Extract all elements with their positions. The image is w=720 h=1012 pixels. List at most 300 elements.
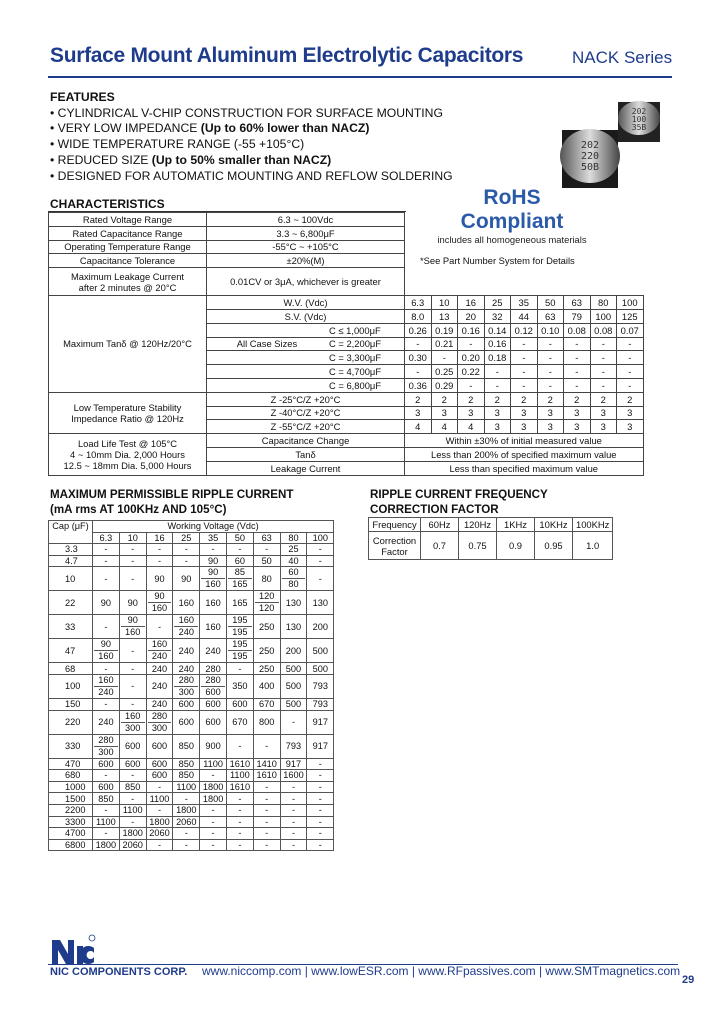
ripple-value: 2060 bbox=[119, 839, 146, 851]
tand-value: 0.08 bbox=[564, 323, 591, 337]
ripple-value: - bbox=[93, 555, 120, 567]
ripple-sub-value: 240 bbox=[178, 627, 194, 638]
ripple-sub-value: 90 bbox=[121, 615, 145, 627]
ripple-sub-value: 160 bbox=[151, 603, 168, 614]
tand-value: 0.18 bbox=[484, 351, 511, 365]
ripple-value: - bbox=[119, 698, 146, 710]
cap-value: 4700 bbox=[49, 828, 93, 840]
cap-value: 68 bbox=[49, 663, 93, 675]
ripple-value: - bbox=[93, 698, 120, 710]
blank-cell bbox=[405, 254, 644, 268]
ripple-value: 160 bbox=[173, 591, 200, 615]
char-label: Rated Voltage Range bbox=[49, 213, 207, 227]
ripple-value: - bbox=[93, 828, 120, 840]
ripple-value: 1800 bbox=[146, 816, 173, 828]
lowtemp-value: 3 bbox=[511, 406, 538, 420]
ripple-value: 240 bbox=[146, 674, 173, 698]
ripple-value: - bbox=[200, 804, 227, 816]
ripple-value: - bbox=[280, 804, 307, 816]
ripple-sub-value: 280 bbox=[94, 735, 118, 747]
ripple-value: 500 bbox=[307, 663, 334, 675]
ripple-value: 160 bbox=[200, 615, 227, 639]
lowtemp-value: 3 bbox=[537, 420, 564, 434]
tand-value: 0.14 bbox=[484, 323, 511, 337]
ripple-value: - bbox=[226, 816, 253, 828]
ripple-value: 670 bbox=[253, 698, 280, 710]
ripple-value: 90 bbox=[173, 567, 200, 591]
ripple-value: - bbox=[307, 793, 334, 805]
front-marking-1: 202 bbox=[580, 140, 600, 151]
tand-value: - bbox=[590, 378, 617, 392]
wv-cell: 35 bbox=[511, 296, 538, 310]
sv-cell: 20 bbox=[458, 309, 485, 323]
wv-cell: 25 bbox=[484, 296, 511, 310]
ripple-value: 1800 bbox=[93, 839, 120, 851]
ripple-value: - bbox=[146, 781, 173, 793]
tand-value: - bbox=[537, 378, 564, 392]
ripple-value bbox=[200, 567, 227, 591]
ripple-value bbox=[93, 639, 120, 663]
tand-value: - bbox=[511, 351, 538, 365]
ripple-value: - bbox=[119, 816, 146, 828]
lowtemp-ratio-label: Z -25°C/Z +20°C bbox=[207, 392, 405, 406]
loadlife-item: Tanδ bbox=[207, 447, 405, 461]
table-row bbox=[49, 615, 334, 639]
cap-header: Cap (μF) bbox=[49, 521, 93, 544]
lowtemp-value: 3 bbox=[537, 406, 564, 420]
case-size-cell: All Case Sizes bbox=[236, 338, 298, 350]
tand-value: 0.12 bbox=[511, 323, 538, 337]
ripple-value: 130 bbox=[280, 615, 307, 639]
ripple-value: 600 bbox=[146, 758, 173, 770]
back-marking-2: 100 bbox=[631, 115, 647, 124]
ripple-value: - bbox=[93, 615, 120, 639]
ripple-sub-value: 300 bbox=[151, 722, 168, 733]
ripple-value: - bbox=[226, 734, 253, 758]
case-size-cell bbox=[207, 352, 327, 363]
tand-value: - bbox=[564, 351, 591, 365]
ripple-value: 240 bbox=[146, 663, 173, 675]
loadlife-label-line: 12.5 ~ 18mm Dia. 5,000 Hours bbox=[63, 459, 192, 471]
ripple-value: 670 bbox=[226, 710, 253, 734]
ripple-value: 80 bbox=[253, 567, 280, 591]
frequency-value: 1KHz bbox=[497, 518, 535, 532]
ripple-value: 25 bbox=[280, 544, 307, 556]
tand-value: - bbox=[537, 365, 564, 379]
ripple-value bbox=[226, 639, 253, 663]
voltage-header: 80 bbox=[280, 532, 307, 544]
table-row bbox=[49, 639, 334, 663]
ripple-value: - bbox=[226, 793, 253, 805]
lowtemp-value: 3 bbox=[484, 420, 511, 434]
loadlife-label bbox=[49, 434, 207, 475]
page-number: 29 bbox=[682, 974, 695, 986]
ripple-value: 793 bbox=[307, 698, 334, 710]
tand-value: - bbox=[458, 337, 485, 351]
frequency-heading-line2: CORRECTION FACTOR bbox=[370, 503, 499, 516]
ripple-value: - bbox=[119, 793, 146, 805]
tand-value: - bbox=[537, 337, 564, 351]
cap-value: 150 bbox=[49, 698, 93, 710]
frequency-value: 120Hz bbox=[459, 518, 497, 532]
ripple-value bbox=[173, 674, 200, 698]
ripple-sub-value: 80 bbox=[288, 579, 299, 590]
ripple-value: - bbox=[307, 804, 334, 816]
ripple-value: - bbox=[280, 828, 307, 840]
loadlife-label-line: 4 ~ 10mm Dia. 2,000 Hours bbox=[70, 448, 185, 460]
ripple-value: - bbox=[200, 770, 227, 782]
ripple-value: - bbox=[173, 839, 200, 851]
tand-value: 0.21 bbox=[431, 337, 458, 351]
ripple-value: - bbox=[307, 816, 334, 828]
ripple-value: 1600 bbox=[280, 770, 307, 782]
ripple-sub-value: 280 bbox=[201, 675, 225, 687]
sv-cell: 13 bbox=[431, 309, 458, 323]
loadlife-item: Leakage Current bbox=[207, 461, 405, 475]
ripple-value: 400 bbox=[253, 674, 280, 698]
ripple-sub-value: 160 bbox=[98, 651, 114, 662]
cap-value: 1000 bbox=[49, 781, 93, 793]
ripple-sub-value: 600 bbox=[205, 686, 221, 697]
cap-value: 10 bbox=[49, 567, 93, 591]
char-label: Capacitance Tolerance bbox=[49, 254, 207, 268]
ripple-sub-value: 85 bbox=[228, 567, 252, 579]
page-title: Surface Mount Aluminum Electrolytic Capacitors bbox=[50, 44, 524, 67]
tand-cap-cell bbox=[207, 323, 405, 337]
table-row bbox=[49, 521, 334, 533]
sv-cell: 125 bbox=[617, 309, 644, 323]
ripple-value: - bbox=[200, 839, 227, 851]
characteristics-heading: CHARACTERISTICS bbox=[50, 197, 165, 211]
wv-label: W.V. (Vdc) bbox=[207, 296, 405, 310]
ripple-value: - bbox=[280, 781, 307, 793]
ripple-value: 600 bbox=[93, 758, 120, 770]
ripple-value: 850 bbox=[119, 781, 146, 793]
frequency-heading-line1: RIPPLE CURRENT FREQUENCY bbox=[370, 488, 548, 501]
tand-value: 0.36 bbox=[405, 378, 432, 392]
blank-cell bbox=[405, 240, 644, 254]
ripple-value: - bbox=[119, 567, 146, 591]
ripple-value: 1610 bbox=[226, 781, 253, 793]
ripple-value: - bbox=[146, 615, 173, 639]
ripple-value: - bbox=[253, 839, 280, 851]
tand-value: - bbox=[405, 337, 432, 351]
loadlife-item: Capacitance Change bbox=[207, 434, 405, 448]
ripple-heading-line1: MAXIMUM PERMISSIBLE RIPPLE CURRENT bbox=[50, 488, 294, 501]
series-name: NACK Series bbox=[572, 48, 673, 67]
frequency-value: 100KHz bbox=[573, 518, 613, 532]
table-row bbox=[49, 392, 644, 406]
tand-value: - bbox=[564, 337, 591, 351]
ripple-value: 500 bbox=[307, 639, 334, 663]
ripple-sub-value: 195 bbox=[228, 615, 252, 627]
ripple-value bbox=[226, 567, 253, 591]
ripple-sub-value: 120 bbox=[259, 603, 275, 614]
ripple-sub-value: 300 bbox=[125, 722, 141, 733]
ripple-value: 240 bbox=[173, 639, 200, 663]
sv-cell: 100 bbox=[590, 309, 617, 323]
loadlife-value: Within ±30% of initial measured value bbox=[405, 434, 644, 448]
tand-value: 0.29 bbox=[431, 378, 458, 392]
blank-cell bbox=[405, 213, 644, 227]
frequency-heading bbox=[370, 487, 548, 517]
tand-value: - bbox=[617, 378, 644, 392]
correction-label-line: Factor bbox=[381, 545, 408, 557]
ripple-value: 1100 bbox=[173, 781, 200, 793]
ripple-value bbox=[253, 591, 280, 615]
ripple-value: - bbox=[93, 804, 120, 816]
ripple-value: 1800 bbox=[200, 793, 227, 805]
ripple-value: 793 bbox=[307, 674, 334, 698]
ripple-value: 280 bbox=[200, 663, 227, 675]
tand-value: 0.30 bbox=[405, 351, 432, 365]
ripple-value: - bbox=[146, 555, 173, 567]
char-label: Rated Capacitance Range bbox=[49, 226, 207, 240]
ripple-value: - bbox=[307, 839, 334, 851]
ripple-value: 500 bbox=[280, 663, 307, 675]
ripple-value: - bbox=[226, 663, 253, 675]
correction-label-line: Correction bbox=[372, 534, 417, 546]
table-row bbox=[49, 254, 644, 268]
feature-item: • CYLINDRICAL V-CHIP CONSTRUCTION FOR SURFACE MOUNTING bbox=[50, 105, 443, 120]
blank-cell bbox=[405, 268, 644, 296]
ripple-value: 600 bbox=[119, 758, 146, 770]
table-row bbox=[49, 226, 644, 240]
table-row bbox=[49, 591, 334, 615]
ripple-value: 240 bbox=[200, 639, 227, 663]
ripple-sub-value: 160 bbox=[205, 579, 221, 590]
ripple-value: 130 bbox=[307, 591, 334, 615]
ripple-value: 90 bbox=[146, 567, 173, 591]
ripple-value: - bbox=[226, 544, 253, 556]
tand-value: 0.16 bbox=[458, 323, 485, 337]
ripple-value: - bbox=[119, 674, 146, 698]
cap-value: 220 bbox=[49, 710, 93, 734]
lowtemp-value: 4 bbox=[405, 420, 432, 434]
ripple-value: 850 bbox=[173, 770, 200, 782]
ripple-sub-value: 300 bbox=[98, 746, 114, 757]
table-row bbox=[49, 710, 334, 734]
lowtemp-value: 2 bbox=[484, 392, 511, 406]
rohs-line1: RoHS bbox=[483, 186, 541, 209]
leakage-label-line: after 2 minutes @ 20°C bbox=[78, 281, 177, 293]
ripple-value: 2060 bbox=[173, 816, 200, 828]
lowtemp-value: 3 bbox=[590, 420, 617, 434]
ripple-value: 1100 bbox=[200, 758, 227, 770]
feature-item: • REDUCED SIZE (Up to 50% smaller than NACZ) bbox=[50, 152, 332, 167]
ripple-value: - bbox=[200, 816, 227, 828]
ripple-value: 350 bbox=[226, 674, 253, 698]
table-row bbox=[49, 839, 334, 851]
tand-cap-label: C = 4,700μF bbox=[329, 366, 382, 378]
tand-value: - bbox=[458, 378, 485, 392]
lowtemp-value: 3 bbox=[431, 406, 458, 420]
table-row bbox=[49, 828, 334, 840]
voltage-header: 6.3 bbox=[93, 532, 120, 544]
ripple-value: 600 bbox=[226, 698, 253, 710]
table-row bbox=[49, 434, 644, 448]
front-marking-2: 220 bbox=[580, 151, 600, 162]
ripple-value: - bbox=[307, 781, 334, 793]
ripple-value: - bbox=[146, 839, 173, 851]
ripple-sub-value: 60 bbox=[282, 567, 306, 579]
company-name: NIC COMPONENTS CORP. bbox=[50, 966, 188, 978]
ripple-value: 600 bbox=[93, 781, 120, 793]
tand-value: - bbox=[617, 337, 644, 351]
ripple-value: - bbox=[146, 804, 173, 816]
tand-cap-label: C = 3,300μF bbox=[329, 352, 382, 364]
wv-cell: 50 bbox=[537, 296, 564, 310]
ripple-value: - bbox=[93, 770, 120, 782]
ripple-value: - bbox=[307, 758, 334, 770]
ripple-value bbox=[280, 567, 307, 591]
ripple-sub-value: 240 bbox=[98, 686, 114, 697]
footer-links[interactable]: www.niccomp.com | www.lowESR.com | www.RFpassives.com | www.SMTmagnetics.com bbox=[202, 964, 681, 978]
table-row bbox=[49, 770, 334, 782]
table-row bbox=[49, 804, 334, 816]
ripple-value: - bbox=[280, 710, 307, 734]
ripple-value: - bbox=[173, 555, 200, 567]
tand-value: - bbox=[590, 365, 617, 379]
ripple-value: 50 bbox=[253, 555, 280, 567]
tand-cap-cell bbox=[207, 337, 405, 351]
blank-cell bbox=[405, 226, 644, 240]
ripple-value: - bbox=[93, 663, 120, 675]
cap-value: 1500 bbox=[49, 793, 93, 805]
ripple-sub-value: 160 bbox=[125, 627, 141, 638]
wv-cell: 6.3 bbox=[405, 296, 432, 310]
sv-cell: 44 bbox=[511, 309, 538, 323]
ripple-sub-value: 195 bbox=[228, 639, 252, 651]
ripple-value: 600 bbox=[146, 734, 173, 758]
table-row bbox=[49, 268, 644, 296]
ripple-value: 1800 bbox=[173, 804, 200, 816]
ripple-value bbox=[226, 615, 253, 639]
ripple-value: 130 bbox=[280, 591, 307, 615]
ripple-sub-value: 90 bbox=[148, 591, 172, 603]
tand-value: - bbox=[431, 351, 458, 365]
back-marking-3: 35B bbox=[631, 123, 647, 132]
ripple-value: 40 bbox=[280, 555, 307, 567]
ripple-value: - bbox=[253, 734, 280, 758]
ripple-value bbox=[93, 674, 120, 698]
leakage-value: 0.01CV or 3μA, whichever is greater bbox=[207, 268, 405, 296]
cap-value: 47 bbox=[49, 639, 93, 663]
ripple-value: 200 bbox=[307, 615, 334, 639]
tand-value: 0.08 bbox=[590, 323, 617, 337]
ripple-sub-value: 195 bbox=[232, 627, 248, 638]
lowtemp-value: 3 bbox=[564, 406, 591, 420]
ripple-value: 60 bbox=[226, 555, 253, 567]
ripple-sub-value: 165 bbox=[232, 579, 248, 590]
ripple-sub-value: 160 bbox=[94, 675, 118, 687]
ripple-value: - bbox=[280, 816, 307, 828]
table-row bbox=[49, 793, 334, 805]
ripple-value: - bbox=[119, 555, 146, 567]
ripple-value bbox=[173, 615, 200, 639]
ripple-value: - bbox=[173, 828, 200, 840]
tand-value: - bbox=[484, 378, 511, 392]
tand-cap-wrap bbox=[207, 338, 404, 349]
ripple-value: 800 bbox=[253, 710, 280, 734]
correction-label bbox=[369, 532, 421, 560]
feature-item: • VERY LOW IMPEDANCE (Up to 60% lower than NACZ) bbox=[50, 121, 370, 136]
cap-value: 680 bbox=[49, 770, 93, 782]
ripple-value: 600 bbox=[146, 770, 173, 782]
ripple-value bbox=[146, 639, 173, 663]
ripple-value: 1610 bbox=[226, 758, 253, 770]
table-row bbox=[49, 296, 644, 310]
tand-value: - bbox=[405, 365, 432, 379]
tand-cap-cell bbox=[207, 365, 405, 379]
sv-label: S.V. (Vdc) bbox=[207, 309, 405, 323]
lowtemp-ratio-label: Z -55°C/Z +20°C bbox=[207, 420, 405, 434]
ripple-value: 600 bbox=[200, 710, 227, 734]
tand-value: 0.26 bbox=[405, 323, 432, 337]
ripple-value: - bbox=[119, 663, 146, 675]
leakage-label-line: Maximum Leakage Current bbox=[70, 270, 185, 282]
case-size-cell bbox=[207, 366, 327, 377]
ripple-value: 1610 bbox=[253, 770, 280, 782]
ripple-value: - bbox=[253, 544, 280, 556]
part-number-note: *See Part Number System for Details bbox=[420, 255, 575, 266]
voltage-header: 63 bbox=[253, 532, 280, 544]
lowtemp-label-line: Impedance Ratio @ 120Hz bbox=[71, 412, 184, 424]
ripple-value: 917 bbox=[280, 758, 307, 770]
ripple-value: 90 bbox=[119, 591, 146, 615]
ripple-value: - bbox=[173, 544, 200, 556]
ripple-value: 240 bbox=[93, 710, 120, 734]
table-row bbox=[49, 781, 334, 793]
ripple-value: 600 bbox=[173, 698, 200, 710]
feature-item: • WIDE TEMPERATURE RANGE (-55 +105°C) bbox=[50, 137, 305, 152]
ripple-value: - bbox=[253, 793, 280, 805]
ripple-value: - bbox=[307, 544, 334, 556]
wv-cell: 16 bbox=[458, 296, 485, 310]
ripple-value: - bbox=[280, 839, 307, 851]
lowtemp-value: 2 bbox=[617, 392, 644, 406]
cap-value: 2200 bbox=[49, 804, 93, 816]
ripple-value: - bbox=[307, 555, 334, 567]
lowtemp-value: 3 bbox=[405, 406, 432, 420]
ripple-value: 250 bbox=[253, 639, 280, 663]
tand-cap-wrap bbox=[207, 325, 404, 336]
tand-label-text: Maximum Tanδ @ 120Hz/20°C bbox=[63, 338, 192, 350]
ripple-value: 2060 bbox=[146, 828, 173, 840]
sv-cell: 8.0 bbox=[405, 309, 432, 323]
ripple-value: 500 bbox=[280, 674, 307, 698]
table-row bbox=[369, 532, 613, 560]
ripple-value: - bbox=[146, 544, 173, 556]
tand-cap-label: C = 2,200μF bbox=[329, 338, 382, 350]
tand-cap-label: C ≤ 1,000μF bbox=[329, 324, 381, 336]
leakage-label bbox=[49, 268, 207, 296]
cap-value: 100 bbox=[49, 674, 93, 698]
ripple-heading bbox=[50, 487, 293, 517]
ripple-value: - bbox=[93, 544, 120, 556]
ripple-sub-value: 120 bbox=[255, 591, 279, 603]
table-row bbox=[49, 663, 334, 675]
table-row bbox=[49, 734, 334, 758]
case-size-cell bbox=[207, 380, 327, 391]
ripple-value: - bbox=[119, 770, 146, 782]
table-row bbox=[49, 758, 334, 770]
ripple-sub-value: 160 bbox=[148, 639, 172, 651]
tand-value: - bbox=[511, 378, 538, 392]
cap-value: 4.7 bbox=[49, 555, 93, 567]
lowtemp-value: 2 bbox=[564, 392, 591, 406]
tand-value: - bbox=[617, 365, 644, 379]
